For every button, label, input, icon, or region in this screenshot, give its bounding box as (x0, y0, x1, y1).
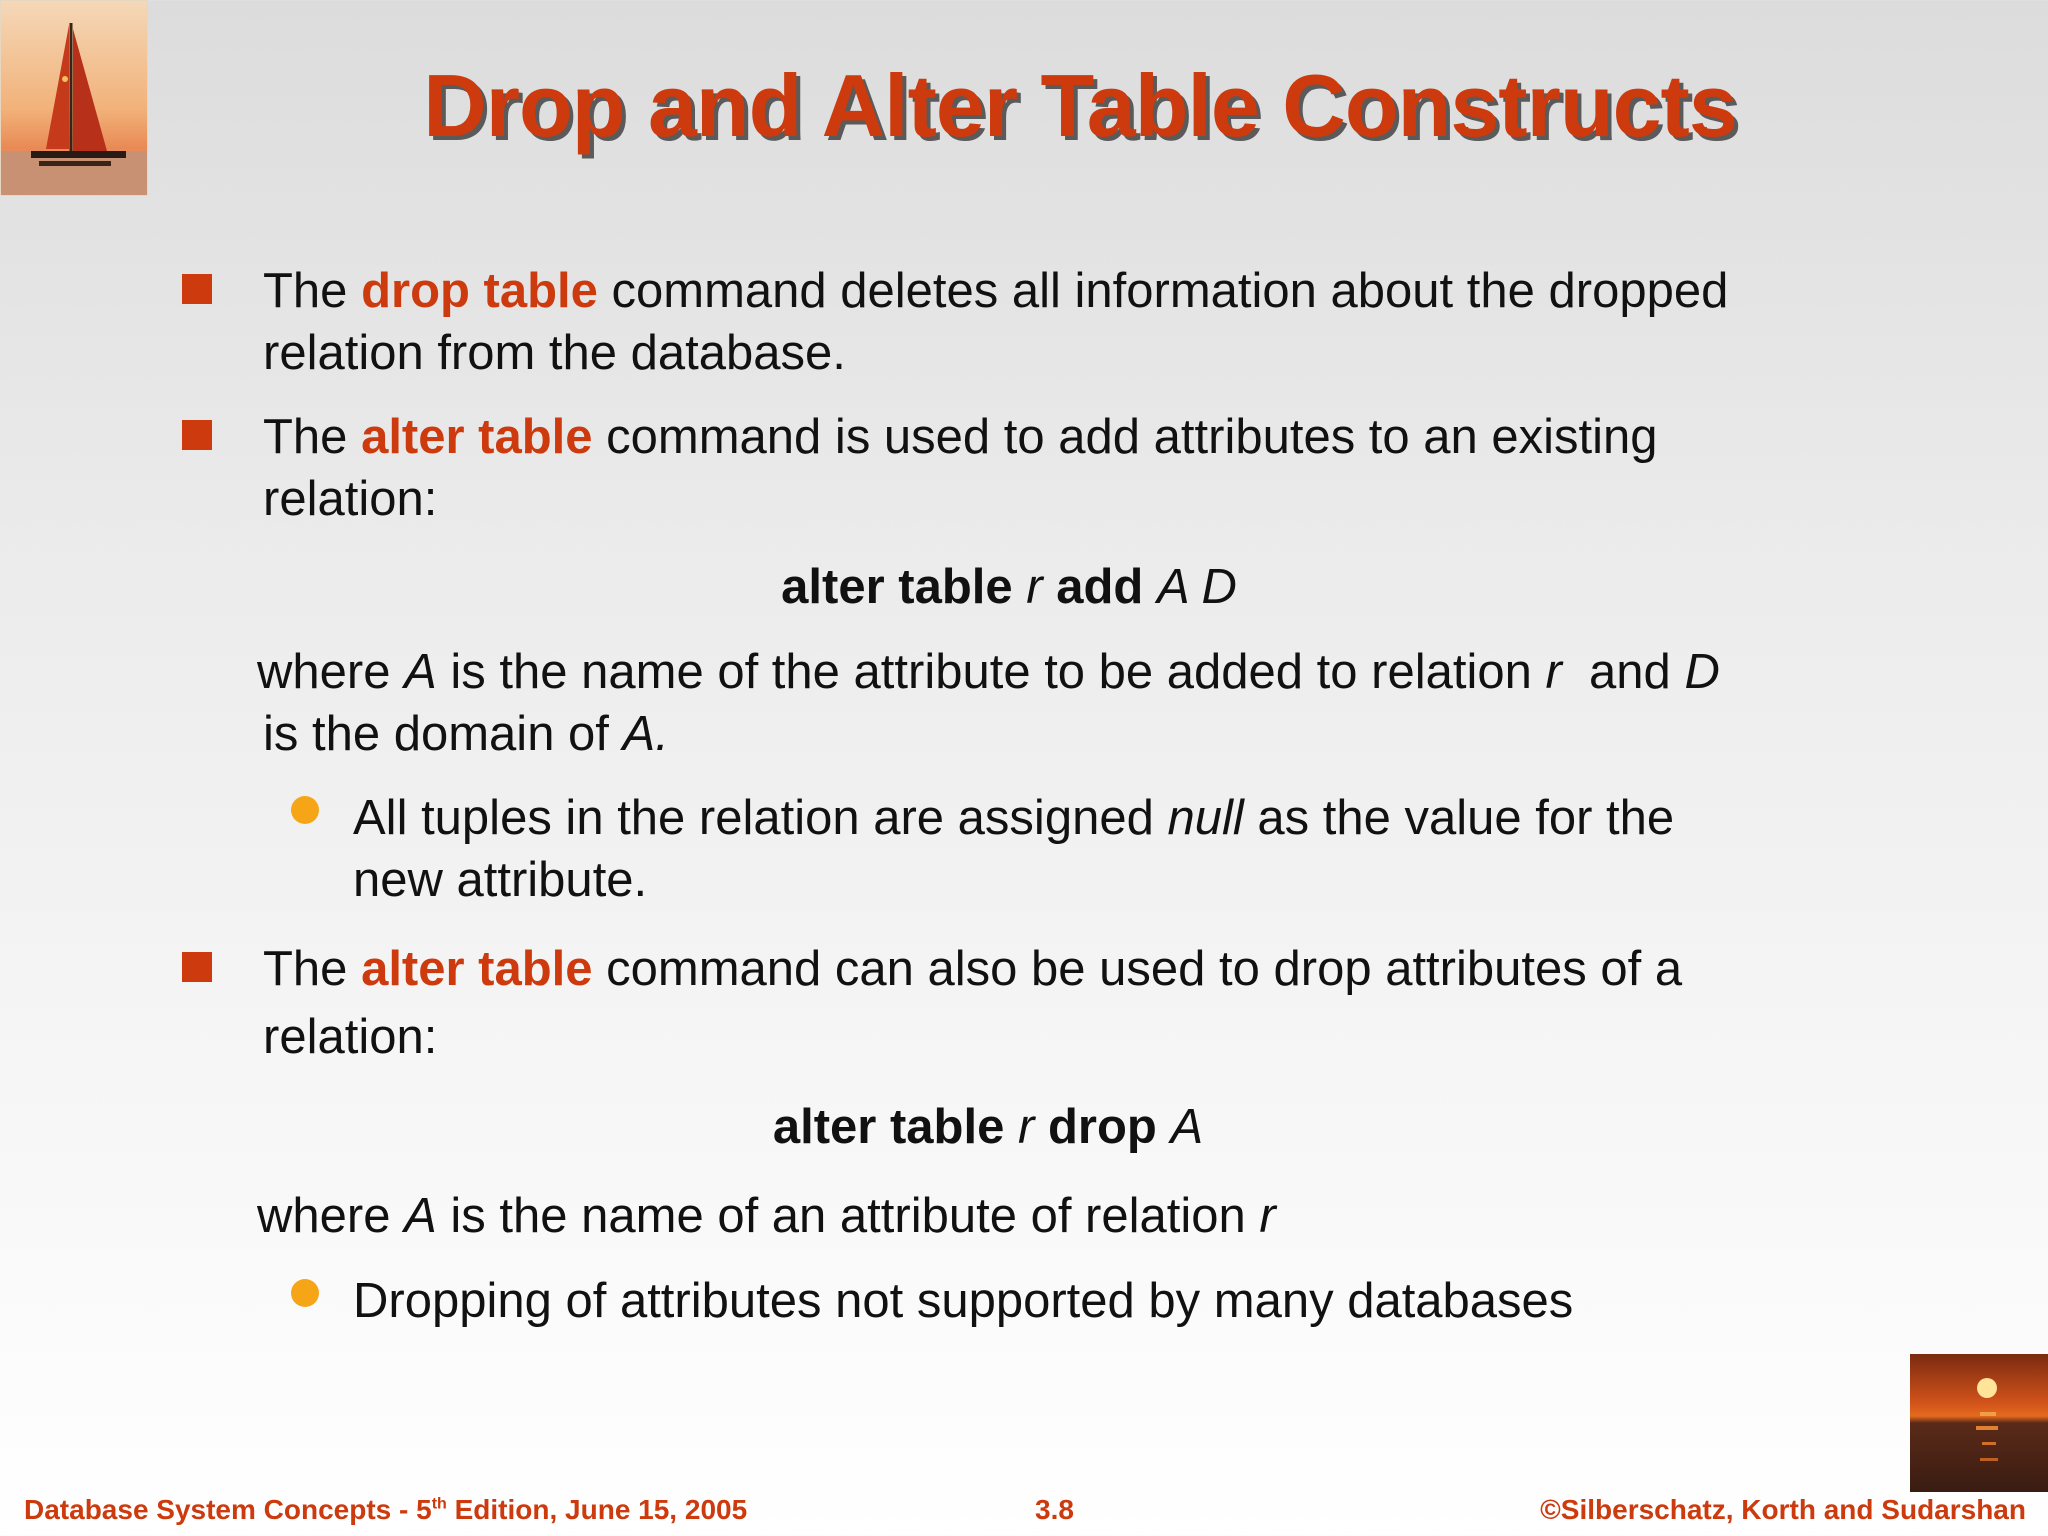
bullet-1-prefix: The (263, 264, 348, 318)
sub-bullet-1-line-2: new attribute. (353, 853, 648, 907)
alter-add-statement (0, 560, 2048, 614)
footer-edition-date: Edition, June 15, 2005 (446, 1494, 748, 1525)
footer-copyright: ©Silberschatz, Korth and Sudarshan (1540, 1494, 2026, 1525)
where-text: is the name of the attribute to be added to relation (450, 645, 1532, 699)
where-text-2: is the domain of (263, 707, 609, 761)
statement-keyword: alter table (772, 1100, 1005, 1154)
bullet-1-keyword: drop table (361, 264, 598, 318)
sub-bullet-dot (291, 1279, 319, 1307)
where-line-1 (257, 645, 1720, 699)
bullet-3-keyword: alter table (361, 942, 593, 996)
where-word: where (257, 1189, 391, 1243)
statement-relation: r (1026, 560, 1043, 614)
var-a: A (404, 1189, 437, 1243)
sunset-logo-image (1910, 1354, 2048, 1492)
statement-relation: r (1017, 1100, 1035, 1154)
bullet-2-line-2: relation: (263, 472, 438, 526)
sub-bullet-2: Dropping of attributes not supported by many databases (353, 1274, 1574, 1328)
statement-keyword: alter table (781, 560, 1013, 614)
bullet-1-text: command deletes all information about the dropped (611, 264, 1729, 318)
where-word: where (257, 645, 391, 699)
bullet-square-marker (182, 420, 212, 450)
sub-bullet-text-end: as the value for the (1257, 791, 1675, 845)
sub-bullet-text: All tuples in the relation are assigned (353, 791, 1154, 845)
var-r: r (1259, 1189, 1276, 1243)
var-r: r (1545, 645, 1562, 699)
alter-drop-statement (0, 1100, 2048, 1154)
var-d: D (1684, 645, 1720, 699)
bullet-2-text: command is used to add attributes to an existing (606, 410, 1658, 464)
sub-bullet-1-line-1 (353, 791, 1675, 845)
footer-course-title: Database System Concepts - 5 (24, 1494, 432, 1525)
statement-variables: A D (1156, 560, 1237, 614)
bullet-2-prefix: The (263, 410, 348, 464)
var-a: A. (622, 707, 669, 761)
bullet-3-text: command can also be used to drop attributes of a (606, 942, 1683, 996)
bullet-3-prefix: The (263, 942, 348, 996)
bullet-1-line-1 (263, 264, 1729, 318)
where-line-2 (263, 707, 669, 761)
statement-keyword-add: add (1056, 560, 1144, 614)
and-word: and (1589, 645, 1671, 699)
footer-left (24, 1494, 747, 1526)
bullet-3-line-1 (263, 942, 1683, 996)
footer-superscript: th (431, 1495, 447, 1513)
sub-bullet-dot (291, 796, 319, 824)
bullet-2-keyword: alter table (361, 410, 593, 464)
where-text: is the name of an attribute of relation (450, 1189, 1246, 1243)
statement-variables: A (1170, 1100, 1204, 1154)
bullet-1-line-2: relation from the database. (263, 326, 846, 380)
bullet-square-marker (182, 274, 212, 304)
bullet-3-line-2: relation: (263, 1010, 438, 1064)
bullet-square-marker (182, 952, 212, 982)
bullet-2-line-1 (263, 410, 1658, 464)
slide-title: Drop and Alter Table Constructs (423, 56, 1737, 155)
where-line-3 (257, 1189, 1276, 1243)
footer-page-number: 3.8 (1035, 1494, 1074, 1525)
null-word: null (1167, 791, 1244, 845)
var-a: A (404, 645, 437, 699)
statement-keyword-drop: drop (1047, 1100, 1157, 1154)
